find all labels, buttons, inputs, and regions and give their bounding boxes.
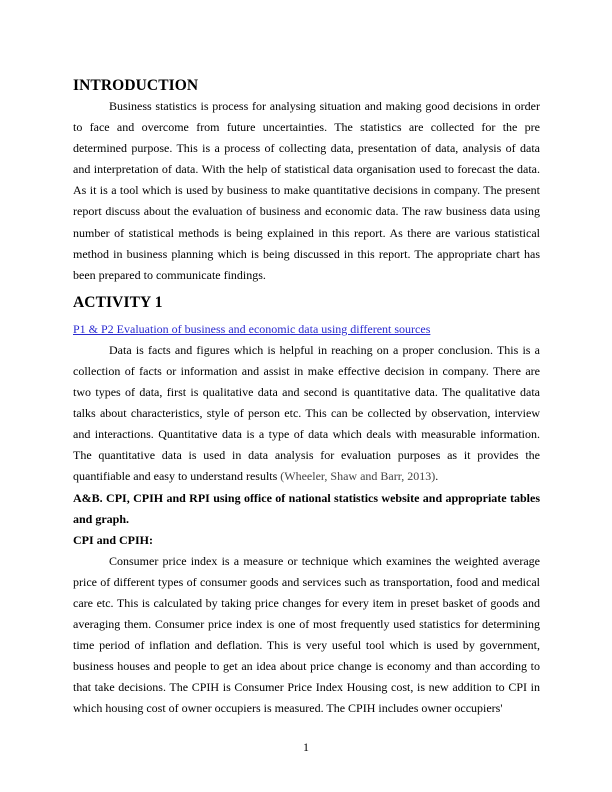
citation: (Wheeler, Shaw and Barr, 2013) <box>280 469 436 484</box>
data-paragraph <box>73 340 540 488</box>
ab-subheading: A&B. CPI, CPIH and RPI using office of national statistics website and appropriate tables and graph. <box>73 490 540 526</box>
activity-1-heading: ACTIVITY 1 <box>73 293 163 311</box>
introduction-heading: INTRODUCTION <box>73 77 199 94</box>
cpi-cpih-heading: CPI and CPIH: <box>73 532 154 547</box>
page-number: 1 <box>303 740 309 754</box>
cpi-paragraph: Consumer price index is a measure or technique which examines the weighted average price of different types of consumer goods and services such as transportation, food and medical care etc. This is calculated by taking price changes for every item in preset basket of goods and averaging them. Consumer price index is one of most frequently used statistics for determining time period of inflation and deflation. This is very useful tool which is used by government, business houses and people to get an idea about price change is economy and than according to that take decisions. The CPIH is Consumer Price Index Housing cost, is new addition to CPI in which housing cost of owner occupiers is measured. The CPIH includes owner occupiers' <box>73 553 540 716</box>
section-link-p1-p2[interactable]: P1 & P2 Evaluation of business and economic data using different sources <box>73 321 431 336</box>
document-page <box>73 76 540 720</box>
data-paragraph-text: Data is facts and figures which is helpful in reaching on a proper conclusion. This is a collection of facts or information and assist in make effective decision in company. There are two types of data, first is qualitative data and second is quantitative data. The qualitative data talks about characteristics, style of person etc. This can be collected by observation, interview and interactions. Quantitative data is a type of data which deals with measurable information. The quantitative data is used in data analysis for evaluation purposes as it provides the quantifiable and easy to understand results <box>73 342 540 484</box>
data-paragraph-end: . <box>435 469 439 484</box>
introduction-paragraph: Business statistics is process for analysing situation and making good decisions in order to face and overcome from future uncertainties. The statistics are collected for the pre determined purpose. This is a process of collecting data, presentation of data, analysis of data and interpretation of data. With the help of statistical data organisation used to forecast the data. As it is a tool which is used by business to make quantitative decisions in company. The present report discuss about the evaluation of business and economic data. The raw business data using number of statistical methods is being explained in this report. As there are various statistical method in business planning which is being discussed in this report. The appropriate chart has been prepared to communicate findings. <box>73 99 540 282</box>
